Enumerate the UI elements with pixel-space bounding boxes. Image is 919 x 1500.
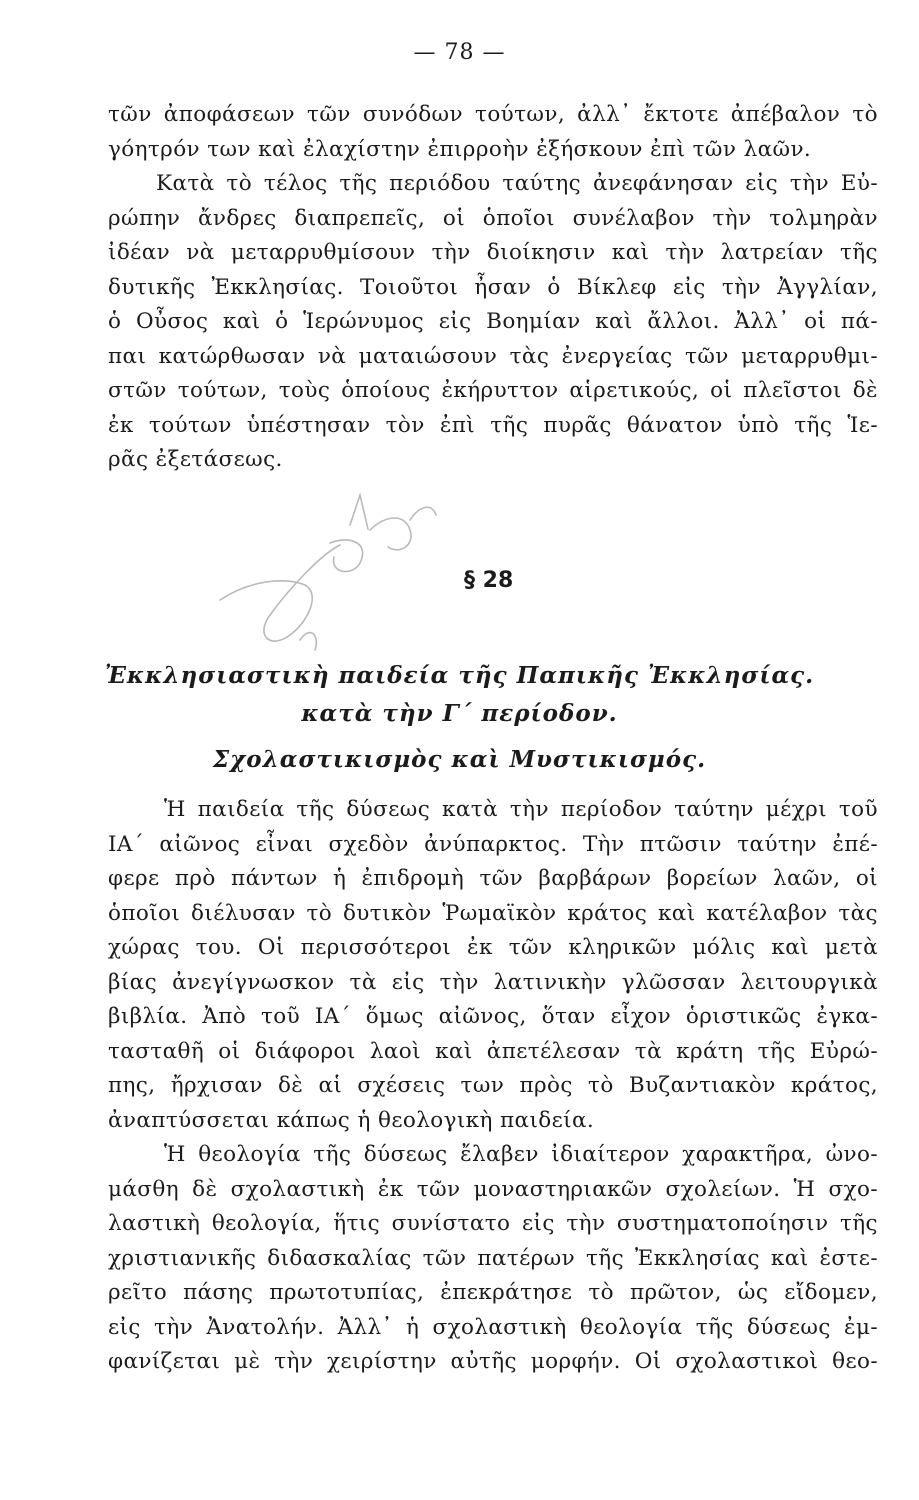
text-line: ρώπην ἄνδρες διαπρεπεῖς, οἱ ὁποῖοι συνέλαβον τὴν τολμηρὰν [108,205,878,231]
text-line: ΙΑ΄ αἰῶνος εἶναι σχεδὸν ἀνύπαρκτος. Τὴν πτῶσιν ταύτην ἐπέ- [108,831,878,857]
text-line: γόητρόν των καὶ ἐλαχίστην ἐπιρροὴν ἐξήσκουν ἐπὶ τῶν λαῶν. [108,136,812,162]
text-line: Ἡ θεολογία τῆς δύσεως ἔλαβεν ἰδιαίτερον χαρακτῆρα, ὠνο- [164,1142,878,1167]
text-line: λαστικὴ θεολογία, ἥτις συνίστατο εἰς τὴν συστηματοποίησιν τῆς [108,1211,878,1236]
text-line: Ἡ παιδεία τῆς δύσεως κατὰ τὴν περίοδον ταύτην μέχρι τοῦ [164,797,878,822]
text-line: ἀναπτύσσεται κάπως ἡ θεολογικὴ παιδεία. [108,1107,595,1133]
text-line: ὁ Οὖσος καὶ ὁ Ἱερώνυμος εἰς Βοημίαν καὶ ἄλλοι. Ἀλλ᾽ οἱ πά- [108,309,878,334]
text-line: τῶν ἀποφάσεων τῶν συνόδων τούτων, ἀλλ᾽ ἔκτοτε ἀπέβαλον τὸ [108,102,878,127]
pencil-scribble-marking [210,485,440,655]
text-line: παι κατώρθωσαν νὰ ματαιώσουν τὰς ἐνεργείας τῶν μεταρρυθμι- [108,343,878,369]
section-subheading: Σχολαστικισμὸς καὶ Μυστικισμός. [212,746,707,773]
section-number: § 28 [464,568,514,593]
text-line: χώρας του. Οἱ περισσότεροι ἐκ τῶν κληρικῶν μόλις καὶ μετὰ [108,935,878,960]
text-line: πης, ἤρχισαν δὲ αἱ σχέσεις των πρὸς τὸ Βυζαντιακὸν κράτος, [108,1073,878,1098]
text-line: ρᾶς ἐξετάσεως. [108,447,283,472]
text-line: φανίζεται μὲ τὴν χειρίστην αὐτῆς μορφήν. Οἱ σχολαστικοὶ θεο- [108,1349,878,1374]
paragraph-continued [108,98,878,478]
text-line: ὁποῖοι διέλυσαν τὸ δυτικὸν Ῥωμαϊκὸν κράτος καὶ κατέλαβον τὰς [108,900,878,926]
text-line: δυτικῆς Ἐκκλησίας. Τοιοῦτοι ἦσαν ὁ Βίκλεφ εἰς τὴν Ἀγγλίαν, [108,274,878,300]
text-line: στῶν τούτων, τοὺς ὁποίους ἐκήρυττον αἱρετικούς, οἱ πλεῖστοι δὲ [108,378,878,403]
text-line: εἰς τὴν Ἀνατολήν. Ἀλλ᾽ ἡ σχολαστικὴ θεολογία τῆς δύσεως ἐμ- [108,1314,878,1340]
text-line: βιβλία. Ἀπὸ τοῦ ΙΑ΄ ὅμως αἰῶνος, ὅταν εἶχον ὁριστικῶς ἐγκα- [108,1004,878,1029]
page-number: — 78 — [413,40,506,65]
section-body [108,793,878,1380]
text-line: μάσθη δὲ σχολαστικὴ ἐκ τῶν μοναστηριακῶν σχολείων. Ἡ σχο- [108,1176,878,1202]
text-line: τασταθῆ οἱ διάφοροι λαοὶ καὶ ἀπετέλεσαν τὰ κράτη τῆς Εὐρώ- [108,1038,878,1064]
section-heading-line-1: Ἐκκλησιαστικὴ παιδεία τῆς Παπικῆς Ἐκκλησίας. [104,662,815,689]
text-line: φερε πρὸ πάντων ἡ ἐπιδρομὴ τῶν βαρβάρων βορείων λαῶν, οἱ [108,866,878,891]
text-line: ἰδέαν νὰ μεταρρυθμίσουν τὴν διοίκησιν καὶ τὴν λατρείαν τῆς [108,240,878,265]
text-line: Κατὰ τὸ τέλος τῆς περιόδου ταύτης ἀνεφάνησαν εἰς τὴν Εὐ- [156,171,878,196]
text-line: ἐκ τούτων ὑπέστησαν τὸν ἐπὶ τῆς πυρᾶς θάνατον ὑπὸ τῆς Ἱε- [108,412,878,438]
text-line: χριστιανικῆς διδασκαλίας τῶν πατέρων τῆς Ἐκκλησίας καὶ ἐστε- [108,1245,878,1271]
section-heading-line-2: κατὰ τὴν Γ΄ περίοδον. [301,700,618,727]
text-line: ρεῖτο πάσης πρωτοτυπίας, ἐπεκράτησε τὸ πρῶτον, ὡς εἴδομεν, [108,1280,878,1305]
text-line: βίας ἀνεγίγνωσκον τὰ εἰς τὴν λατινικὴν γλῶσσαν λειτουργικὰ [108,969,878,995]
